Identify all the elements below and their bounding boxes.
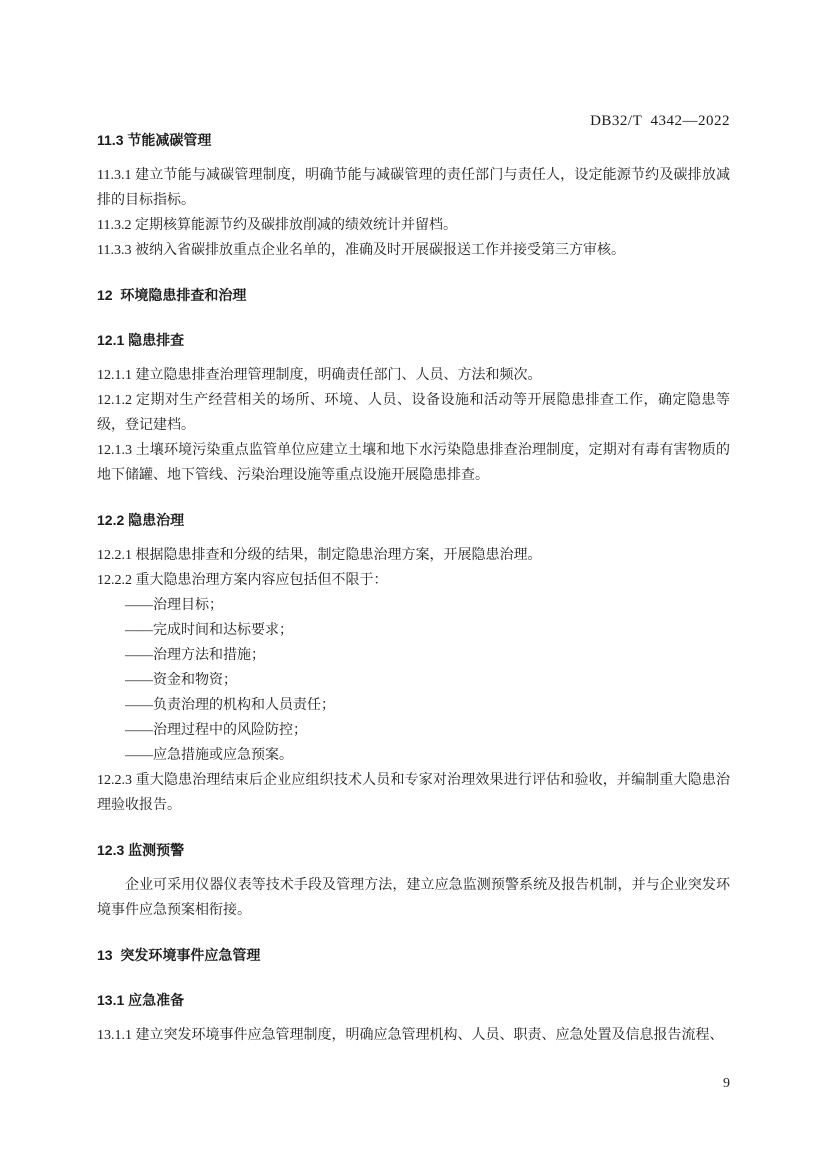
- document-footer: [97, 1076, 730, 1092]
- clause-11-3-1: 11.3.1 建立节能与减碳管理制度，明确节能与减碳管理的责任部门与责任人，设定能源节约及碳排放减排的目标指标。: [97, 168, 730, 208]
- clause-12-1-1: 12.1.1 建立隐患排查治理管理制度，明确责任部门、人员、方法和频次。: [97, 368, 542, 383]
- heading-13: 13 突发环境事件应急管理: [97, 947, 261, 963]
- heading-11-3: 11.3 节能减碳管理: [97, 132, 212, 148]
- para-12-3: 企业可采用仪器仪表等技术手段及管理方法，建立应急监测预警系统及报告机制，并与企业突发环境事件应急预案相衔接。: [97, 878, 730, 918]
- clause-12-2-2: 12.2.2 重大隐患治理方案内容应包括但不限于：: [97, 573, 388, 588]
- clause-13-1-1: 13.1.1 建立突发环境事件应急管理制度，明确应急管理机构、人员、职责、应急处置及信息报告流程、: [97, 1028, 724, 1043]
- clause-11-3-3: 11.3.3 被纳入省碳排放重点企业名单的，准确及时开展碳报送工作并接受第三方审核。: [97, 243, 625, 258]
- heading-13-1: 13.1 应急准备: [97, 992, 185, 1008]
- clause-11-3-2: 11.3.2 定期核算能源节约及碳排放削减的绩效统计并留档。: [97, 218, 457, 233]
- page-number: 9: [723, 1076, 730, 1091]
- dash-item-1: ——治理目标；: [125, 598, 223, 613]
- heading-12-2: 12.2 隐患治理: [97, 512, 185, 528]
- heading-12-3: 12.3 监测预警: [97, 842, 185, 858]
- dash-item-6: ——治理过程中的风险防控；: [125, 723, 307, 738]
- dash-item-4: ——资金和物资；: [125, 673, 237, 688]
- document-body: [97, 128, 730, 1048]
- dash-item-2: ——完成时间和达标要求；: [125, 623, 293, 638]
- clause-12-2-1: 12.2.1 根据隐患排查和分级的结果，制定隐患治理方案，开展隐患治理。: [97, 548, 542, 563]
- clause-12-2-3: 12.2.3 重大隐患治理结束后企业应组织技术人员和专家对治理效果进行评估和验收，并编制重大隐患治理验收报告。: [97, 773, 730, 813]
- clause-12-1-2: 12.1.2 定期对生产经营相关的场所、环境、人员、设备设施和活动等开展隐患排查工作，确定隐患等级，登记建档。: [97, 393, 730, 433]
- dash-item-7: ——应急措施或应急预案。: [125, 748, 293, 763]
- standard-number: DB32/T 4342—2022: [590, 113, 730, 129]
- clause-12-1-3: 12.1.3 土壤环境污染重点监管单位应建立土壤和地下水污染隐患排查治理制度，定期对有毒有害物质的地下储罐、地下管线、污染治理设施等重点设施开展隐患排查。: [97, 443, 730, 483]
- heading-12: 12 环境隐患排查和治理: [97, 287, 247, 303]
- dash-item-5: ——负责治理的机构和人员责任；: [125, 698, 335, 713]
- dash-item-3: ——治理方法和措施；: [125, 648, 265, 663]
- heading-12-1: 12.1 隐患排查: [97, 332, 185, 348]
